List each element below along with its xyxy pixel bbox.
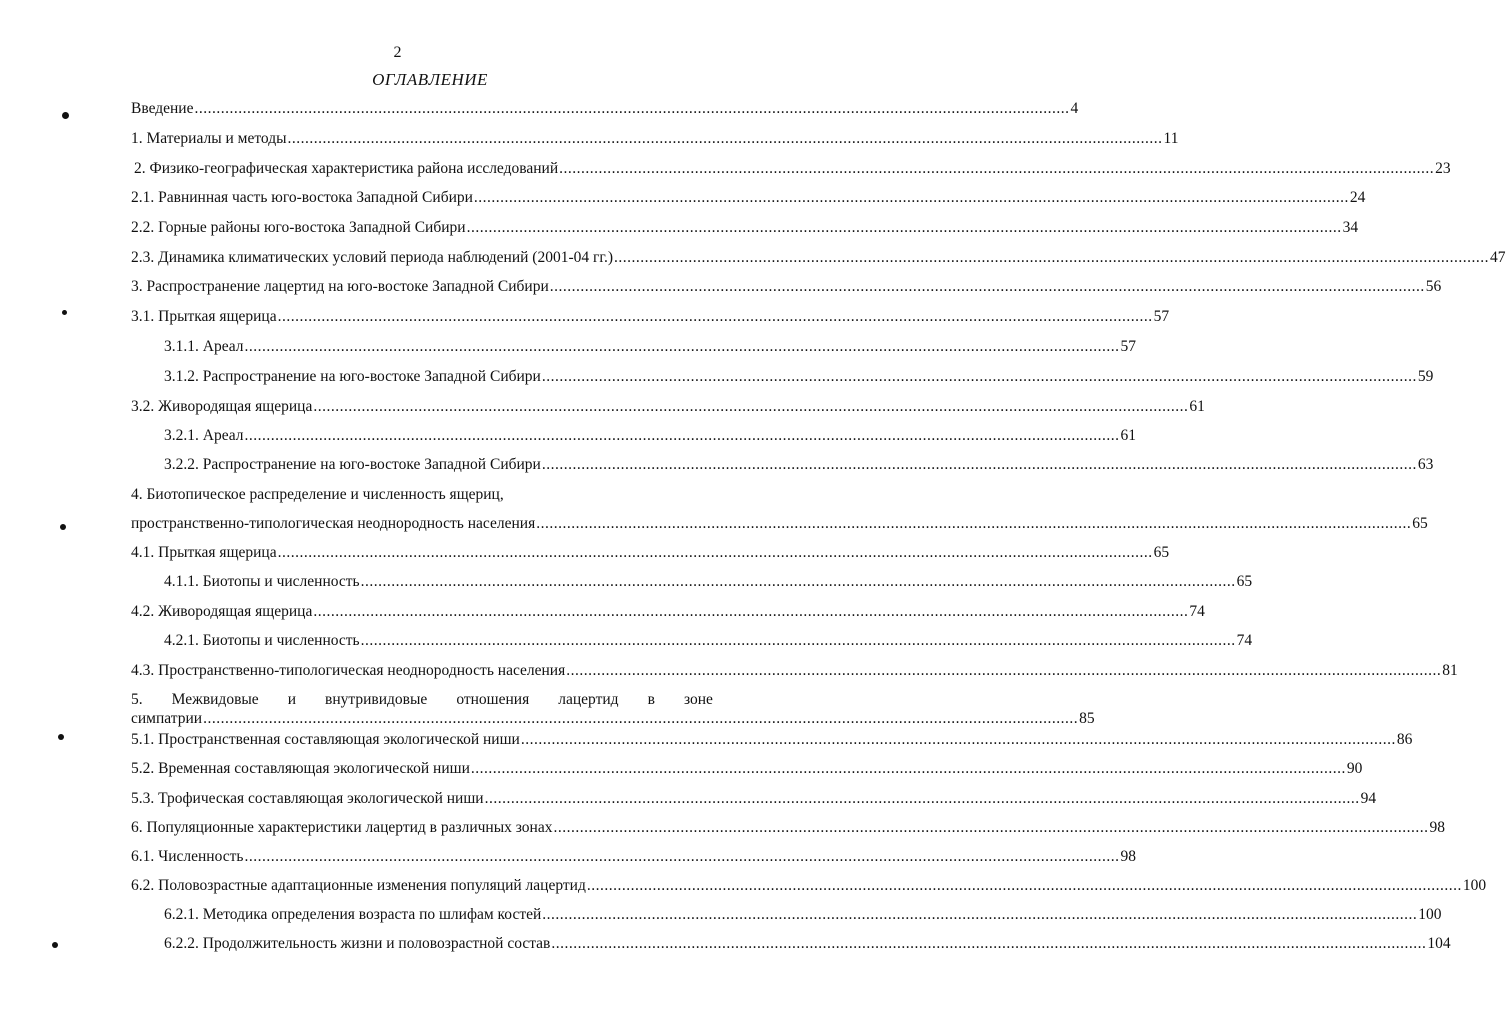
dot-leader: ........................................................................................................................................................................................................ <box>470 760 1346 777</box>
toc-entry-title: 4.1. Прыткая ящерица <box>131 544 277 561</box>
toc-entry <box>164 904 1442 926</box>
toc-entry-title: 2.3. Динамика климатических условий периода наблюдений (2001-04 гг.) <box>131 249 614 266</box>
toc-entry <box>131 247 1506 269</box>
toc-entry <box>164 454 1434 476</box>
dot-leader: ........................................................................................................................................................................................................ <box>244 848 1120 865</box>
title-word: лацертид <box>558 691 619 708</box>
title-word: 5. <box>131 691 143 708</box>
toc-entry-page: 65 <box>1236 573 1253 590</box>
dot-leader: ........................................................................................................................................................................................................ <box>566 662 1442 679</box>
dot-leader: ........................................................................................................................................................................................................ <box>520 731 1396 748</box>
toc-entry <box>134 158 1451 180</box>
toc-entry-second-line <box>131 709 1095 728</box>
toc-entry-page: 65 <box>1412 515 1428 532</box>
toc-entry <box>164 336 1137 358</box>
toc-entry <box>131 788 1377 810</box>
title-word: Межвидовые <box>171 691 259 708</box>
toc-entry <box>131 484 713 506</box>
toc-entry-page: 74 <box>1189 603 1205 620</box>
punch-hole-mark <box>62 310 67 315</box>
toc-entry-title: 3.1.1. Ареал <box>164 338 244 355</box>
dot-leader: ........................................................................................................................................................................................................ <box>614 249 1490 266</box>
toc-entry-title: симпатрии <box>131 710 203 727</box>
toc-entry <box>164 933 1451 955</box>
toc-entry-title-line <box>131 690 713 709</box>
toc-entry-page: 61 <box>1189 398 1205 415</box>
page-number: 2 <box>393 44 402 61</box>
toc-entry-page: 63 <box>1417 456 1434 473</box>
toc-entry-page: 100 <box>1418 906 1442 923</box>
toc-entry-title: 6.2.1. Методика определения возраста по шлифам костей <box>164 906 542 923</box>
toc-entry <box>164 425 1137 447</box>
toc-entry <box>131 875 1487 897</box>
toc-entry-page: 98 <box>1429 819 1445 836</box>
toc-entry-page: 56 <box>1425 278 1442 295</box>
punch-hole-mark <box>60 524 66 530</box>
toc-entry <box>131 306 1170 328</box>
toc-entry-title: Введение <box>131 100 194 117</box>
dot-leader: ........................................................................................................................................................................................................ <box>536 515 1412 532</box>
toc-entry-title: 5.2. Временная составляющая экологической ниши <box>131 760 470 777</box>
toc-entry-title: 6.1. Численность <box>131 848 244 865</box>
toc-entry-title: пространственно-типологическая неоднородность населения <box>131 515 536 532</box>
toc-entry-page: 34 <box>1342 219 1359 236</box>
toc-entry-page: 11 <box>1163 130 1179 147</box>
toc-entry-title: 6. Популяционные характеристики лацертид в различных зонах <box>131 819 553 836</box>
dot-leader: ........................................................................................................................................................................................................ <box>559 160 1435 177</box>
toc-entry-title: 4.3. Пространственно-типологическая неоднородность населения <box>131 662 566 679</box>
toc-entry-page: 57 <box>1153 308 1170 325</box>
dot-leader: ........................................................................................................................................................................................................ <box>287 130 1163 147</box>
title-word: отношения <box>456 691 530 708</box>
toc-entry-page: 81 <box>1442 662 1458 679</box>
dot-leader: ........................................................................................................................................................................................................ <box>541 368 1417 385</box>
dot-leader: ........................................................................................................................................................................................................ <box>473 189 1349 206</box>
dot-leader: ........................................................................................................................................................................................................ <box>360 632 1236 649</box>
toc-entry-title: 3.2. Живородящая ящерица <box>131 398 313 415</box>
toc-entry-title: 3.2.2. Распространение на юго-востоке Западной Сибири <box>164 456 541 473</box>
dot-leader: ........................................................................................................................................................................................................ <box>466 219 1342 236</box>
toc-entry-page: 24 <box>1349 189 1366 206</box>
toc-entry-page: 104 <box>1427 935 1451 952</box>
page-title: ОГЛАВЛЕНИЕ <box>372 70 488 89</box>
toc-entry-title: 5.1. Пространственная составляющая экологической ниши <box>131 731 520 748</box>
toc-entry-page: 85 <box>1079 710 1095 727</box>
toc-entry-title: 4.2. Живородящая ящерица <box>131 603 313 620</box>
toc-entry-title: 4.1.1. Биотопы и численность <box>164 573 360 590</box>
dot-leader: ........................................................................................................................................................................................................ <box>541 456 1417 473</box>
dot-leader: ........................................................................................................................................................................................................ <box>549 278 1425 295</box>
toc-entry-page: 74 <box>1236 632 1253 649</box>
dot-leader: ........................................................................................................................................................................................................ <box>542 906 1418 923</box>
toc-entry <box>164 630 1253 652</box>
dot-leader: ........................................................................................................................................................................................................ <box>313 398 1189 415</box>
toc-entry <box>131 187 1366 209</box>
toc-entry-page: 59 <box>1417 368 1434 385</box>
title-word: внутривидовые <box>325 691 428 708</box>
toc-entry <box>131 98 1079 120</box>
title-word: зоне <box>683 691 713 708</box>
toc-entry-page: 98 <box>1120 848 1136 865</box>
toc-entry-page: 61 <box>1120 427 1137 444</box>
toc-entry <box>131 660 1458 682</box>
toc-entry-title: 3.1. Прыткая ящерица <box>131 308 277 325</box>
dot-leader: ........................................................................................................................................................................................................ <box>484 790 1360 807</box>
toc-entry-title: 1. Материалы и методы <box>131 130 287 147</box>
toc-entry-title: 3.2.1. Ареал <box>164 427 244 444</box>
toc-entry-title: 2.2. Горные районы юго-востока Западной Сибири <box>131 219 466 236</box>
title-word: в <box>647 691 655 708</box>
dot-leader: ........................................................................................................................................................................................................ <box>313 603 1189 620</box>
toc-entry-page: 100 <box>1462 877 1487 894</box>
toc-entry-title: 4.2.1. Биотопы и численность <box>164 632 360 649</box>
toc-entry-title: 5.3. Трофическая составляющая экологической ниши <box>131 790 484 807</box>
toc-entry <box>131 217 1359 239</box>
toc-entry <box>131 276 1442 298</box>
toc-entry-title: 6.2. Половозрастные адаптационные изменения популяций лацертид <box>131 877 586 894</box>
punch-hole-mark <box>62 112 69 119</box>
toc-entry-title: 3.1.2. Распространение на юго-востоке Западной Сибири <box>164 368 541 385</box>
toc-entry <box>131 817 1445 839</box>
toc-entry <box>131 846 1136 868</box>
toc-entry <box>131 542 1170 564</box>
toc-entry-title: 4. Биотопическое распределение и численность ящериц, <box>131 486 504 503</box>
toc-entry-page: 65 <box>1153 544 1170 561</box>
dot-leader: ........................................................................................................................................................................................................ <box>551 935 1427 952</box>
toc-entry-page: 86 <box>1396 731 1413 748</box>
toc-entry <box>131 729 1413 751</box>
punch-hole-mark <box>52 942 58 948</box>
toc-entry <box>131 758 1363 780</box>
punch-hole-mark <box>58 734 64 740</box>
toc-entry-page: 90 <box>1346 760 1363 777</box>
toc-entry <box>131 601 1205 623</box>
toc-entry-page: 4 <box>1070 100 1079 117</box>
toc-entry-title: 2.1. Равнинная часть юго-востока Западной Сибири <box>131 189 473 206</box>
toc-entry-title: 6.2.2. Продолжительность жизни и половозрастной состав <box>164 935 551 952</box>
title-word: и <box>287 691 297 708</box>
dot-leader: ........................................................................................................................................................................................................ <box>553 819 1429 836</box>
toc-entry-title: 2. Физико-географическая характеристика района исследований <box>134 160 559 177</box>
dot-leader: ........................................................................................................................................................................................................ <box>277 544 1153 561</box>
toc-entry-page: 94 <box>1360 790 1377 807</box>
dot-leader: ........................................................................................................................................................................................................ <box>203 710 1079 727</box>
dot-leader: ........................................................................................................................................................................................................ <box>360 573 1236 590</box>
toc-entry <box>131 128 1179 150</box>
dot-leader: ........................................................................................................................................................................................................ <box>277 308 1153 325</box>
toc-entry-page: 23 <box>1435 160 1451 177</box>
dot-leader: ........................................................................................................................................................................................................ <box>194 100 1070 117</box>
dot-leader: ........................................................................................................................................................................................................ <box>244 427 1120 444</box>
toc-entry <box>164 571 1253 593</box>
toc-entry <box>131 513 1428 535</box>
toc-entry-page: 47 <box>1490 249 1506 266</box>
toc-entry <box>164 366 1434 388</box>
toc-entry-title: 3. Распространение лацертид на юго-востоке Западной Сибири <box>131 278 549 295</box>
toc-entry <box>131 396 1205 418</box>
dot-leader: ........................................................................................................................................................................................................ <box>244 338 1120 355</box>
dot-leader: ........................................................................................................................................................................................................ <box>586 877 1462 894</box>
toc-entry-page: 57 <box>1120 338 1137 355</box>
